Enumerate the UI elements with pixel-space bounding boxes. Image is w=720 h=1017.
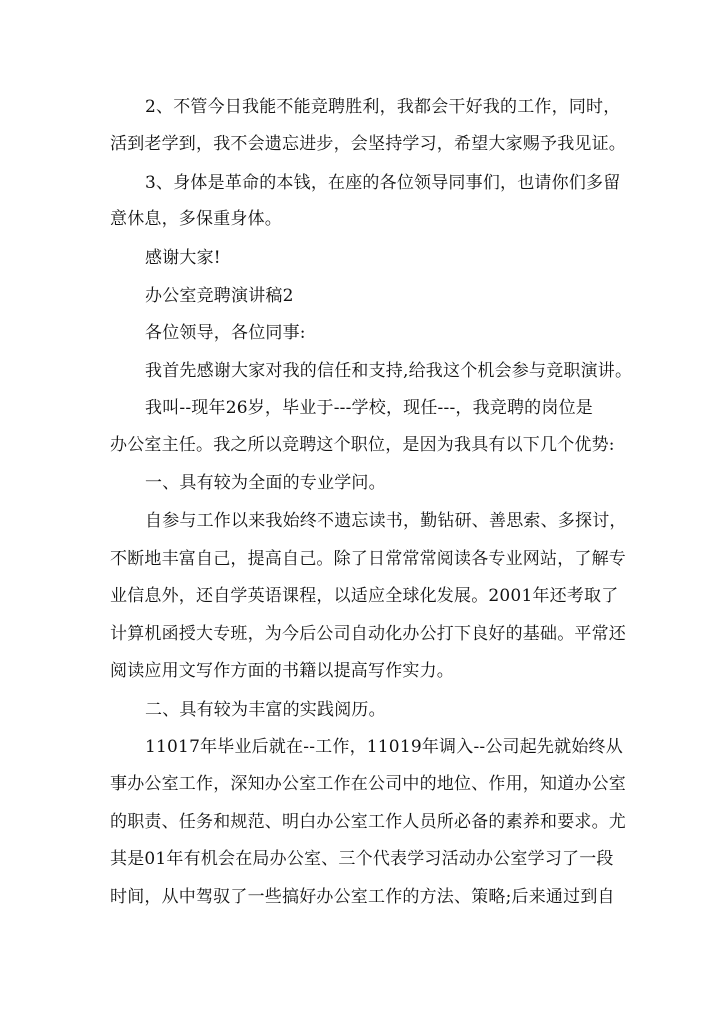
paragraph-line: 我首先感谢大家对我的信任和支持,给我这个机会参与竞职演讲。 [145,361,633,381]
paragraph-line: 2、不管今日我能不能竞聘胜利，我都会干好我的工作，同时， [145,97,621,117]
paragraph-line: 3、身体是革命的本钱，在座的各位领导同事们，也请你们多留 [145,173,621,193]
paragraph-line: 的职责、任务和规范、明白办公室工作人员所必备的素养和要求。尤 [110,812,626,832]
paragraph-line: 自参与工作以来我始终不遗忘读书，勤钻研、善思索、多探讨， [145,511,627,531]
heading-line: 二、具有较为丰富的实践阅历。 [145,700,386,720]
paragraph-line: 业信息外，还自学英语课程，以适应全球化发展。2001年还考取了 [110,586,619,606]
closing-line: 感谢大家! [145,248,221,268]
paragraph-line: 事办公室工作，深知办公室工作在公司中的地位、作用，知道办公室 [110,774,626,794]
salutation: 各位领导，各位同事: [145,323,306,343]
paragraph-line: 其是01年有机会在局办公室、三个代表学习活动办公室学习了一段 [110,849,614,869]
paragraph-line: 计算机函授大专班，为今后公司自动化办公打下良好的基础。平常还 [110,624,626,644]
paragraph-line: 不断地丰富自己，提高自己。除了日常常常阅读各专业网站，了解专 [110,549,626,569]
paragraph-line: 办公室主任。我之所以竞聘这个职位，是因为我具有以下几个优势: [110,435,615,455]
paragraph-line: 11017年毕业后就在--工作，11019年调入--公司起先就始终从 [145,737,623,757]
section-title: 办公室竞聘演讲稿2 [145,286,294,306]
paragraph-line: 我叫--现年26岁，毕业于---学校，现任---，我竞聘的岗位是 [145,398,593,418]
heading-line: 一、具有较为全面的专业学问。 [145,473,386,493]
paragraph-line: 意休息，多保重身体。 [110,209,282,229]
paragraph-line: 时间，从中驾驭了一些搞好办公室工作的方法、策略;后来通过到自 [110,887,615,907]
paragraph-line: 阅读应用文写作方面的书籍以提高写作实力。 [110,661,454,681]
paragraph-line: 活到老学到，我不会遗忘进步，会坚持学习，希望大家赐予我见证。 [110,134,626,154]
